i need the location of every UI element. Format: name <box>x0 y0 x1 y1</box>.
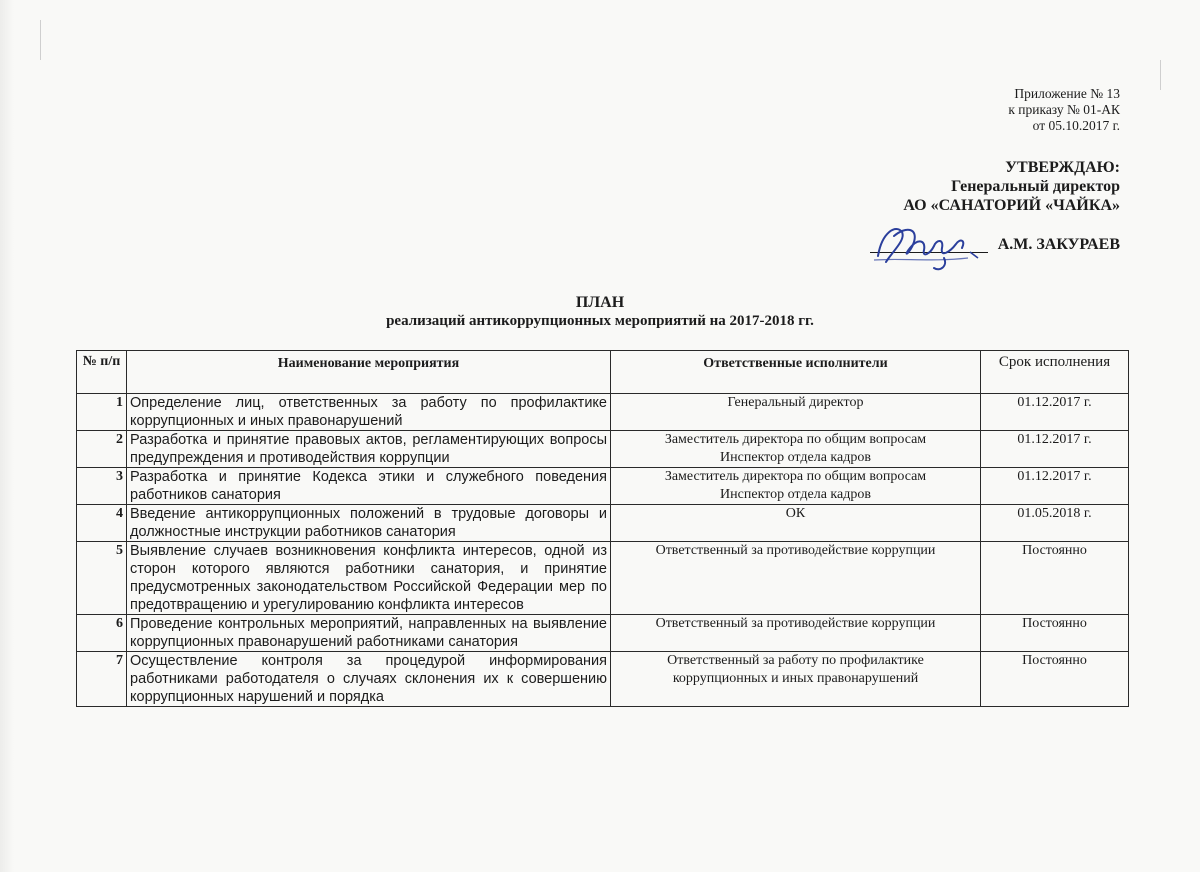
responsible-line: Генеральный директор <box>727 395 864 410</box>
row-responsible <box>611 394 981 431</box>
appendix-reference <box>1008 86 1120 134</box>
row-number: 2 <box>77 431 127 468</box>
row-number: 7 <box>77 652 127 707</box>
appendix-number: Приложение № 13 <box>1014 86 1120 101</box>
table-row <box>77 394 1129 431</box>
appendix-order: к приказу № 01-АК <box>1008 102 1120 117</box>
row-activity: Разработка и принятие Кодекса этики и служебного поведения работников санатория <box>127 468 611 505</box>
approval-heading: УТВЕРЖДАЮ: <box>1005 159 1120 176</box>
table-row <box>77 505 1129 542</box>
row-activity: Выявление случаев возникновения конфликта интересов, одной из сторон которого являются работники санатория, и принятие предусмотренных законодательством Российской Федерации мер по предотвращению и урегулированию конфликта интересов <box>127 542 611 615</box>
responsible-line: Инспектор отдела кадров <box>720 450 871 465</box>
row-activity: Проведение контрольных мероприятий, направленных на выявление коррупционных правонарушений работниками санатория <box>127 615 611 652</box>
responsible-line: Заместитель директора по общим вопросам <box>664 432 927 447</box>
row-number: 4 <box>77 505 127 542</box>
handwritten-signature <box>872 218 982 274</box>
table-row <box>77 652 1129 707</box>
approval-organization: АО «САНАТОРИЙ «ЧАЙКА» <box>903 197 1120 214</box>
row-number: 5 <box>77 542 127 615</box>
row-activity: Определение лиц, ответственных за работу по профилактике коррупционных и иных правонарушений <box>127 394 611 431</box>
row-deadline: 01.12.2017 г. <box>981 431 1129 468</box>
responsible-line: Инспектор отдела кадров <box>720 487 871 502</box>
row-deadline: 01.12.2017 г. <box>981 468 1129 505</box>
row-deadline: 01.05.2018 г. <box>981 505 1129 542</box>
table-row <box>77 615 1129 652</box>
row-deadline: Постоянно <box>981 542 1129 615</box>
table-header-row <box>77 351 1129 394</box>
anticorruption-plan-table <box>76 350 1129 707</box>
row-deadline: 01.12.2017 г. <box>981 394 1129 431</box>
approval-position: Генеральный директор <box>951 178 1120 195</box>
responsible-line: Ответственный за противодействие коррупции <box>655 616 936 631</box>
scan-artifact <box>40 20 41 60</box>
plan-heading: ПЛАН <box>575 294 625 311</box>
responsible-line: Ответственный за работу по профилактике <box>667 653 924 668</box>
row-activity: Введение антикоррупционных положений в трудовые договоры и должностные инструкции работников санатория <box>127 505 611 542</box>
row-responsible <box>611 468 981 505</box>
row-number: 1 <box>77 394 127 431</box>
responsible-line: ОК <box>785 506 806 521</box>
row-responsible <box>611 542 981 615</box>
signatory-name: А.М. ЗАКУРАЕВ <box>997 236 1120 253</box>
table-row <box>77 468 1129 505</box>
header-responsible: Ответственные исполнители <box>611 351 981 394</box>
row-deadline: Постоянно <box>981 615 1129 652</box>
responsible-line: Ответственный за противодействие коррупции <box>655 543 936 558</box>
table-row <box>77 431 1129 468</box>
row-responsible <box>611 431 981 468</box>
responsible-line: коррупционных и иных правонарушений <box>672 671 919 686</box>
row-responsible <box>611 652 981 707</box>
document-title <box>0 294 1200 330</box>
row-deadline: Постоянно <box>981 652 1129 707</box>
responsible-line: Заместитель директора по общим вопросам <box>664 469 927 484</box>
header-deadline: Срок исполнения <box>981 351 1129 394</box>
plan-subheading: реализаций антикоррупционных мероприятий на 2017-2018 гг. <box>386 313 814 329</box>
appendix-date: от 05.10.2017 г. <box>1032 118 1120 133</box>
row-number: 3 <box>77 468 127 505</box>
header-number: № п/п <box>77 351 127 394</box>
table-row <box>77 542 1129 615</box>
row-activity: Осуществление контроля за процедурой информирования работниками работодателя о случаях склонения их к совершению коррупционных нарушений и порядка <box>127 652 611 707</box>
row-number: 6 <box>77 615 127 652</box>
row-responsible <box>611 505 981 542</box>
row-activity: Разработка и принятие правовых актов, регламентирующих вопросы предупреждения и противодействия коррупции <box>127 431 611 468</box>
scan-shadow <box>0 0 14 872</box>
scan-artifact <box>1160 60 1161 90</box>
row-responsible <box>611 615 981 652</box>
header-name: Наименование мероприятия <box>127 351 611 394</box>
approval-block <box>903 158 1120 215</box>
